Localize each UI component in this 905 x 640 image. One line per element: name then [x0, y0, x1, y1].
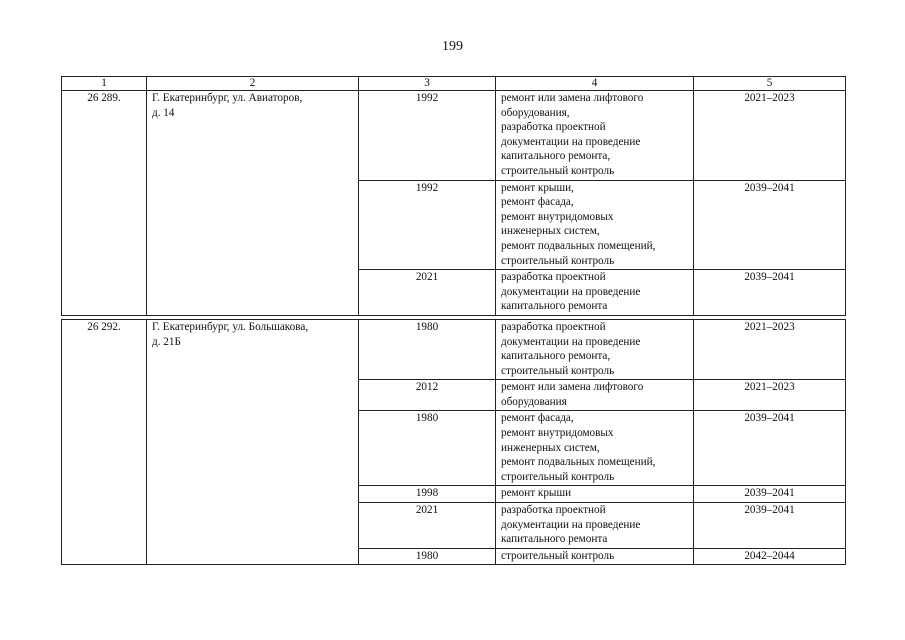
work-type-line: оборудования: [501, 395, 567, 408]
work-type-line: ремонт или замена лифтового: [501, 381, 644, 394]
work-type-line: документации на проведение: [501, 135, 641, 148]
year-cell: 1980: [359, 411, 496, 486]
work-type-line: ремонт внутридомовых: [501, 427, 614, 440]
column-header-1: 1: [62, 77, 147, 91]
work-type-line: капитального ремонта: [501, 533, 608, 546]
year-cell: 2021: [359, 270, 496, 316]
work-type-line: документации на проведение: [501, 518, 641, 531]
work-type-line: строительный контроль: [501, 470, 615, 483]
work-type-line: ремонт крыши: [501, 487, 572, 500]
year-cell: 1980: [359, 319, 496, 379]
table-row: [62, 319, 846, 379]
work-type-line: документации на проведение: [501, 335, 641, 348]
work-types-cell: [496, 270, 694, 316]
work-type-line: инженерных систем,: [501, 441, 600, 454]
table-body: [62, 91, 846, 565]
work-type-line: документации на проведение: [501, 285, 641, 298]
work-types-cell: [496, 180, 694, 270]
period-cell: 2021–2023: [694, 380, 846, 411]
period-cell: 2021–2023: [694, 319, 846, 379]
address-line: д. 21Б: [152, 335, 181, 348]
period-cell: 2039–2041: [694, 270, 846, 316]
work-type-line: строительный контроль: [501, 254, 615, 267]
column-header-5: 5: [694, 77, 846, 91]
work-types-cell: [496, 548, 694, 565]
year-cell: 1992: [359, 180, 496, 270]
work-types-cell: [496, 319, 694, 379]
year-cell: 2012: [359, 380, 496, 411]
period-cell: 2021–2023: [694, 91, 846, 181]
work-type-line: капитального ремонта,: [501, 150, 611, 163]
column-header-3: 3: [359, 77, 496, 91]
work-type-line: строительный контроль: [501, 549, 615, 562]
year-cell: 1980: [359, 548, 496, 565]
year-cell: 1998: [359, 486, 496, 503]
work-type-line: ремонт подвальных помещений,: [501, 239, 656, 252]
work-type-line: строительный контроль: [501, 164, 615, 177]
work-type-line: ремонт крыши,: [501, 181, 574, 194]
period-cell: 2039–2041: [694, 486, 846, 503]
work-type-line: строительный контроль: [501, 364, 615, 377]
work-type-line: ремонт подвальных помещений,: [501, 456, 656, 469]
work-types-cell: [496, 380, 694, 411]
address-line: д. 14: [152, 106, 175, 119]
year-cell: 2021: [359, 503, 496, 549]
work-type-line: ремонт фасада,: [501, 196, 574, 209]
column-header-2: 2: [147, 77, 359, 91]
work-type-line: разработка проектной: [501, 504, 606, 517]
work-type-line: ремонт фасада,: [501, 412, 574, 425]
work-types-cell: [496, 91, 694, 181]
work-type-line: капитального ремонта: [501, 300, 608, 313]
work-type-line: оборудования,: [501, 106, 570, 119]
period-cell: 2039–2041: [694, 503, 846, 549]
capital-repair-table: [61, 76, 846, 565]
building-address: [147, 319, 359, 565]
record-number: 26 289.: [62, 91, 147, 316]
work-type-line: разработка проектной: [501, 271, 606, 284]
record-number: 26 292.: [62, 319, 147, 565]
address-line: Г. Екатеринбург, ул. Авиаторов,: [152, 92, 303, 104]
work-types-cell: [496, 503, 694, 549]
work-type-line: ремонт или замена лифтового: [501, 92, 644, 104]
work-type-line: капитального ремонта,: [501, 350, 611, 363]
work-type-line: разработка проектной: [501, 121, 606, 134]
address-line: Г. Екатеринбург, ул. Большакова,: [152, 320, 309, 333]
period-cell: 2042–2044: [694, 548, 846, 565]
work-types-cell: [496, 411, 694, 486]
period-cell: 2039–2041: [694, 180, 846, 270]
building-address: [147, 91, 359, 316]
work-type-line: инженерных систем,: [501, 225, 600, 238]
year-cell: 1992: [359, 91, 496, 181]
table-row: [62, 91, 846, 181]
work-type-line: ремонт внутридомовых: [501, 210, 614, 223]
work-type-line: разработка проектной: [501, 320, 606, 333]
header-row: [62, 77, 846, 91]
work-types-cell: [496, 486, 694, 503]
period-cell: 2039–2041: [694, 411, 846, 486]
page-number: 199: [442, 39, 463, 54]
column-header-4: 4: [496, 77, 694, 91]
